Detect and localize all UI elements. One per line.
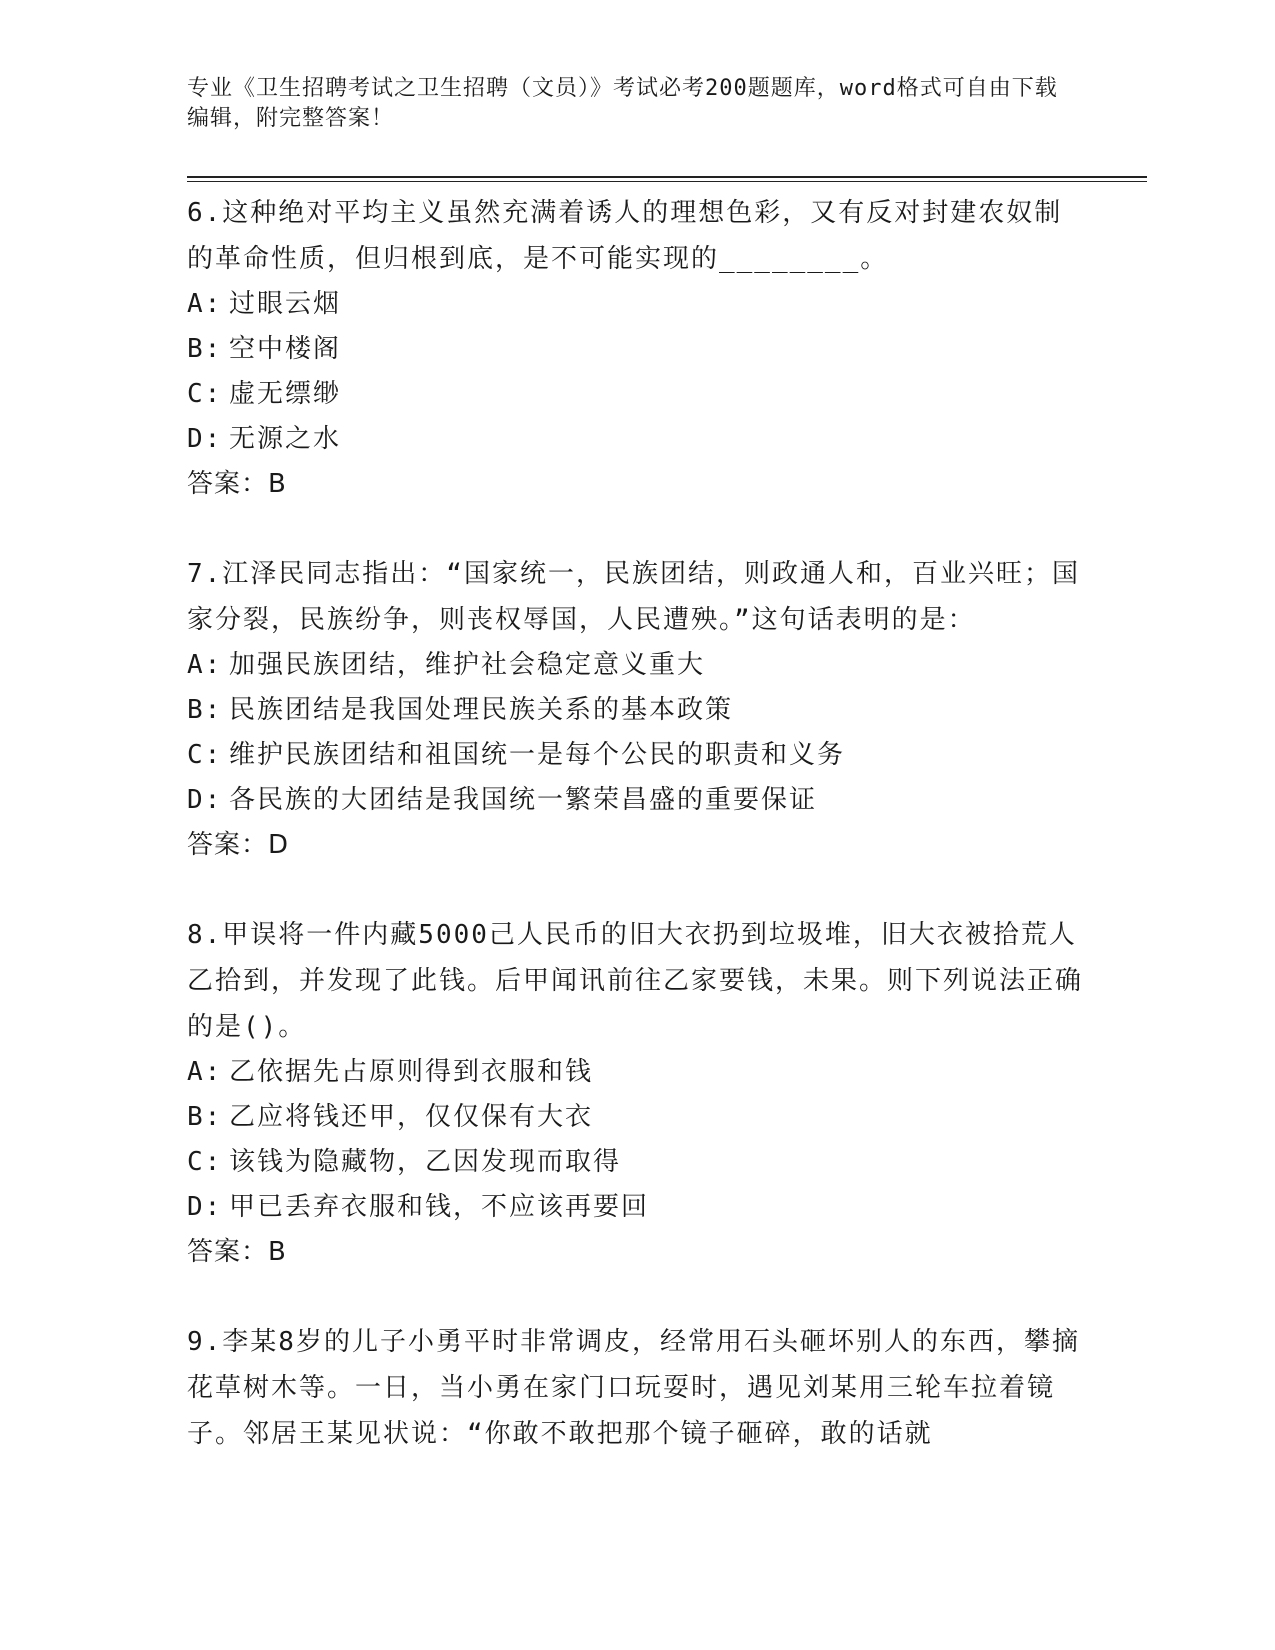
question-stem: 7.江泽民同志指出：“国家统一，民族团结，则政通人和，百业兴旺；国家分裂，民族纷争，则丧权辱国，人民遭殃。”这句话表明的是： xyxy=(187,559,1080,635)
option-text: 民族团结是我国处理民族关系的基本政策 xyxy=(229,695,734,725)
option-a xyxy=(187,282,1087,327)
option-b xyxy=(187,688,1087,733)
option-text: 乙依据先占原则得到衣服和钱 xyxy=(229,1057,594,1087)
option-d xyxy=(187,778,1087,823)
answer-line: 答案：B xyxy=(187,1237,287,1267)
option-c xyxy=(187,372,1087,417)
option-key: D: xyxy=(187,1192,223,1222)
document-header: 专业《卫生招聘考试之卫生招聘（文员）》考试必考200题题库，word格式可自由下载编辑，附完整答案！ xyxy=(187,76,1058,131)
option-key: D: xyxy=(187,785,223,815)
option-text: 维护民族团结和祖国统一是每个公民的职责和义务 xyxy=(229,740,846,770)
option-text: 空中楼阁 xyxy=(229,334,342,364)
header-divider-thick xyxy=(187,176,1147,178)
question-stem: 9.李某8岁的儿子小勇平时非常调皮，经常用石头砸坏别人的东西，攀摘花草树木等。一日，当小勇在家门口玩耍时，遇见刘某用三轮车拉着镜子。邻居王某见状说：“你敢不敢把那个镜子砸碎，敢的话就 xyxy=(187,1327,1080,1449)
option-a xyxy=(187,1050,1087,1095)
option-key: B: xyxy=(187,334,223,364)
option-d xyxy=(187,1185,1087,1230)
header-divider-thin xyxy=(187,181,1147,182)
option-key: D: xyxy=(187,424,223,454)
question-7 xyxy=(187,551,1087,868)
option-key: A: xyxy=(187,650,223,680)
question-list xyxy=(187,190,1087,1501)
option-c xyxy=(187,1140,1087,1185)
option-key: C: xyxy=(187,1147,223,1177)
question-6 xyxy=(187,190,1087,507)
option-text: 乙应将钱还甲，仅仅保有大衣 xyxy=(229,1102,594,1132)
option-d xyxy=(187,417,1087,462)
option-a xyxy=(187,643,1087,688)
option-text: 过眼云烟 xyxy=(229,289,342,319)
answer-line: 答案：D xyxy=(187,830,290,860)
option-text: 各民族的大团结是我国统一繁荣昌盛的重要保证 xyxy=(229,785,818,815)
question-9 xyxy=(187,1319,1087,1457)
option-b xyxy=(187,327,1087,372)
option-key: A: xyxy=(187,1057,223,1087)
option-text: 虚无缥缈 xyxy=(229,379,342,409)
answer-line: 答案：B xyxy=(187,469,287,499)
question-stem: 6.这种绝对平均主义虽然充满着诱人的理想色彩，又有反对封建农奴制的革命性质，但归根到底，是不可能实现的________。 xyxy=(187,198,1063,274)
option-text: 加强民族团结，维护社会稳定意义重大 xyxy=(229,650,706,680)
option-key: A: xyxy=(187,289,223,319)
option-text: 无源之水 xyxy=(229,424,342,454)
option-key: C: xyxy=(187,379,223,409)
option-text: 该钱为隐藏物，乙因发现而取得 xyxy=(229,1147,622,1177)
option-b xyxy=(187,1095,1087,1140)
option-key: B: xyxy=(187,1102,223,1132)
option-c xyxy=(187,733,1087,778)
question-8 xyxy=(187,912,1087,1275)
question-stem: 8.甲误将一件内藏5000己人民币的旧大衣扔到垃圾堆，旧大衣被拾荒人乙拾到，并发现了此钱。后甲闻讯前往乙家要钱，未果。则下列说法正确的是()。 xyxy=(187,920,1084,1042)
option-text: 甲已丢弃衣服和钱，不应该再要回 xyxy=(229,1192,650,1222)
option-key: B: xyxy=(187,695,223,725)
option-key: C: xyxy=(187,740,223,770)
